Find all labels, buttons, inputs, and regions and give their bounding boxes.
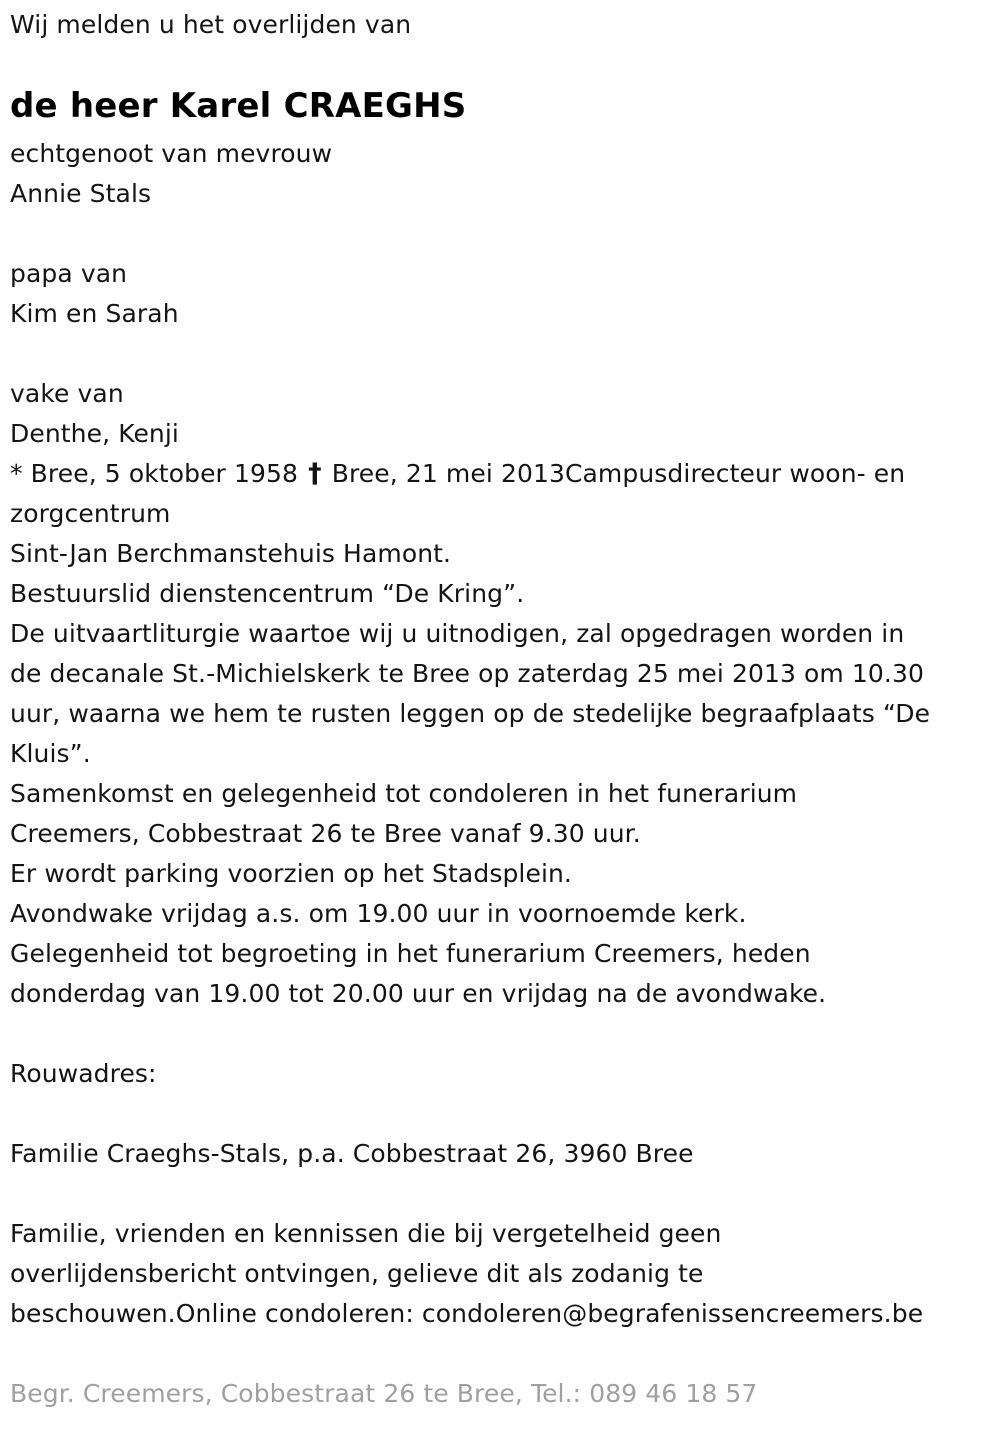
closing-block [10,1214,923,1334]
body-line: zorgcentrum [10,499,171,528]
body-line: de decanale St.-Michielskerk te Bree op zaterdag 25 mei 2013 om 10.30 [10,659,924,688]
body-line: Er wordt parking voorzien op het Stadsplein. [10,859,572,888]
mourning-address: Familie Craeghs-Stals, p.a. Cobbestraat 26, 3960 Bree [10,1139,694,1168]
body-line: Avondwake vrijdag a.s. om 19.00 uur in voornoemde kerk. [10,899,747,928]
dates-line [10,454,930,494]
grandchildren-block [10,374,930,1014]
spouse-name: Annie Stals [10,179,152,208]
body-line: Gelegenheid tot begroeting in het funerarium Creemers, heden [10,939,811,968]
grandchildren-names: Denthe, Kenji [10,419,179,448]
closing-line: Familie, vrienden en kennissen die bij vergetelheid geen [10,1219,722,1248]
grandchildren-label: vake van [10,379,124,408]
body-line: Kluis”. [10,739,91,768]
spouse-label: echtgenoot van mevrouw [10,139,333,168]
closing-line: beschouwen.Online condoleren: condoleren@begrafenissencreemers.be [10,1299,924,1328]
body-line: Samenkomst en gelegenheid tot condoleren in het funerarium [10,779,798,808]
cross-icon: † [308,458,322,489]
mourning-address-label-block [10,1054,157,1094]
closing-line: overlijdensbericht ontvingen, gelieve dit als zodanig te [10,1259,704,1288]
children-names: Kim en Sarah [10,299,179,328]
death-and-role-text: Bree, 21 mei 2013Campusdirecteur woon- en [331,459,906,488]
body-line: Bestuurslid dienstencentrum “De Kring”. [10,579,525,608]
body-line: Creemers, Cobbestraat 26 te Bree vanaf 9.30 uur. [10,819,641,848]
birth-text: * Bree, 5 oktober 1958 [10,459,299,488]
spouse-block [10,134,332,214]
mourning-address-block [10,1134,694,1174]
funeral-home-footer: Begr. Creemers, Cobbestraat 26 te Bree, Tel.: 089 46 18 57 [10,1379,758,1408]
deceased-name: de heer Karel CRAEGHS [10,86,467,126]
body-line: donderdag van 19.00 tot 20.00 uur en vrijdag na de avondwake. [10,979,827,1008]
body-line: Sint-Jan Berchmanstehuis Hamont. [10,539,452,568]
children-block [10,254,179,334]
children-label: papa van [10,259,128,288]
intro-text: Wij melden u het overlijden van [10,10,412,39]
body-line: De uitvaartliturgie waartoe wij u uitnodigen, zal opgedragen worden in [10,619,905,648]
mourning-address-label: Rouwadres: [10,1059,157,1088]
body-line: uur, waarna we hem te rusten leggen op de stedelijke begraafplaats “De [10,699,931,728]
